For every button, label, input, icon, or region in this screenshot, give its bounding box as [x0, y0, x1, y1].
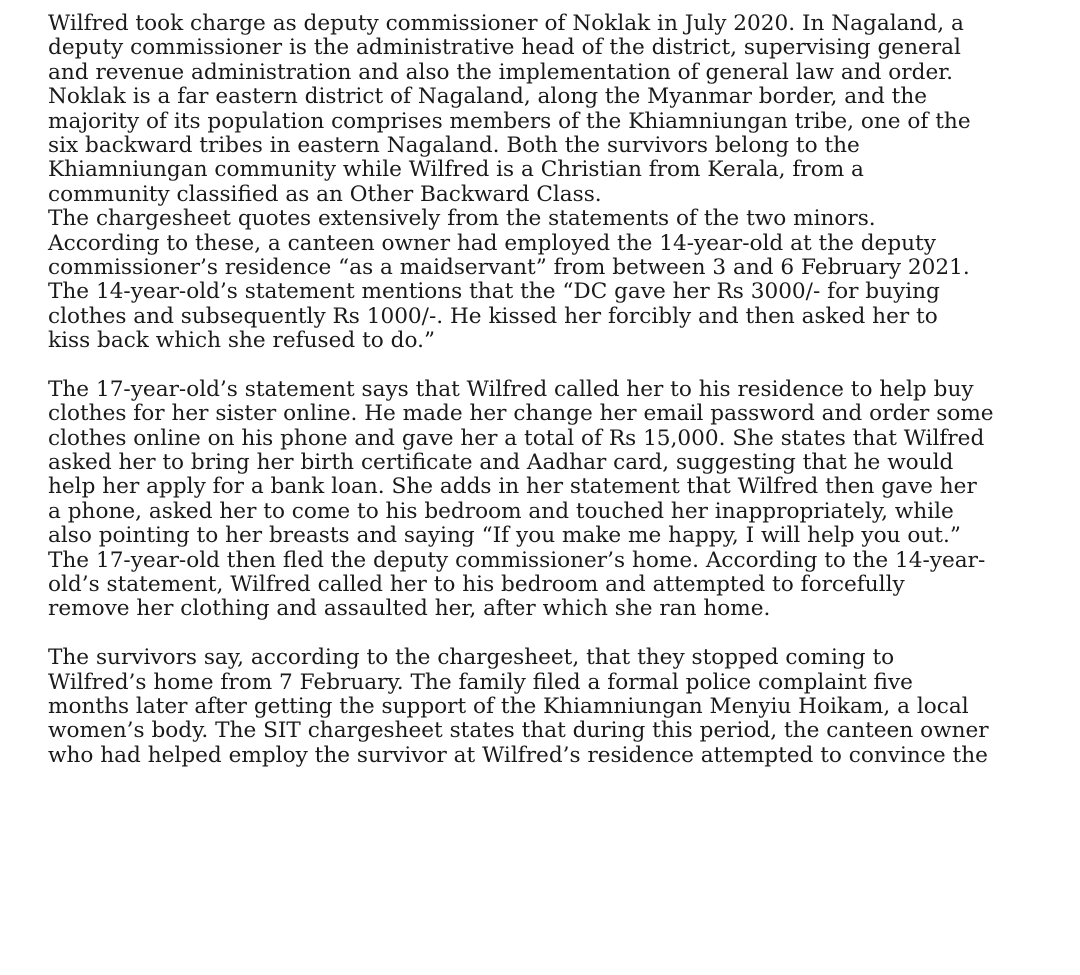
text-line: clothes for her sister online. He made her change her email password and order some: [48, 401, 994, 427]
text-line: deputy commissioner is the administrative head of the district, supervising general: [48, 35, 961, 61]
text-line: The survivors say, according to the chargesheet, that they stopped coming to: [48, 645, 895, 671]
text-line: old’s statement, Wilfred called her to his bedroom and attempted to forcefully: [48, 571, 905, 597]
text-line: kiss back which she refused to do.”: [48, 328, 435, 354]
text-line: a phone, asked her to come to his bedroom and touched her inappropriately, while: [48, 498, 954, 524]
text-line: The 14-year-old’s statement mentions that the “DC gave her Rs 3000/- for buying: [48, 279, 940, 305]
text-line: Wilfred’s home from 7 February. The family filed a formal police complaint five: [48, 669, 913, 695]
article-body: [48, 12, 1068, 768]
text-line: also pointing to her breasts and saying “If you make me happy, I will help you out.”: [48, 523, 961, 549]
text-line: According to these, a canteen owner had employed the 14-year-old at the deputy: [48, 230, 936, 256]
text-line: commissioner’s residence “as a maidservant” from between 3 and 6 February 2021.: [48, 254, 970, 280]
text-line: months later after getting the support of the Khiamniungan Menyiu Hoikam, a local: [48, 693, 969, 719]
text-line: Khiamniungan community while Wilfred is a Christian from Kerala, from a: [48, 157, 864, 183]
paragraph-spacer: [48, 622, 1068, 646]
text-line: majority of its population comprises members of the Khiamniungan tribe, one of the: [48, 108, 971, 134]
text-line: Wilfred took charge as deputy commissioner of Noklak in July 2020. In Nagaland, a: [48, 11, 964, 36]
paragraph-1: [48, 12, 1068, 207]
paragraph-2: [48, 207, 1068, 353]
text-line: clothes and subsequently Rs 1000/-. He kissed her forcibly and then asked her to: [48, 303, 938, 329]
paragraph-3: [48, 378, 1068, 622]
text-line: community classified as an Other Backward Class.: [48, 181, 602, 207]
text-line: The 17-year-old then fled the deputy commissioner’s home. According to the 14-year-: [48, 547, 986, 573]
text-line: women’s body. The SIT chargesheet states that during this period, the canteen owner: [48, 718, 989, 744]
text-line: help her apply for a bank loan. She adds in her statement that Wilfred then gave her: [48, 474, 977, 500]
text-line: clothes online on his phone and gave her a total of Rs 15,000. She states that Wilfred: [48, 425, 985, 451]
text-line: The 17-year-old’s statement says that Wilfred called her to his residence to help buy: [48, 376, 974, 402]
text-line: asked her to bring her birth certificate and Aadhar card, suggesting that he would: [48, 450, 954, 476]
text-line: Noklak is a far eastern district of Nagaland, along the Myanmar border, and the: [48, 84, 928, 110]
text-line: remove her clothing and assaulted her, after which she ran home.: [48, 596, 771, 622]
text-line: who had helped employ the survivor at Wilfred’s residence attempted to convince the: [48, 742, 988, 768]
paragraph-spacer: [48, 353, 1068, 377]
text-line: The chargesheet quotes extensively from the statements of the two minors.: [48, 206, 876, 232]
text-line: and revenue administration and also the implementation of general law and order.: [48, 59, 954, 85]
text-line: six backward tribes in eastern Nagaland. Both the survivors belong to the: [48, 132, 860, 158]
paragraph-4: [48, 646, 1068, 768]
